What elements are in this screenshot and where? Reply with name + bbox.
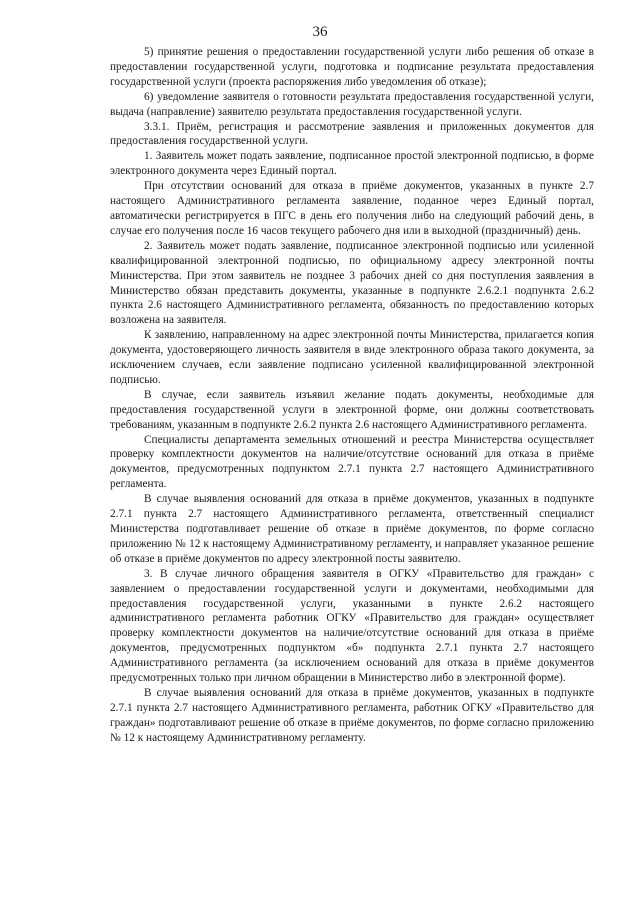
paragraph-clause-3: 3. В случае личного обращения заявителя в ОГКУ «Правительство для граждан» с заявлением о предоставлении государственной услуги и документами, необходимыми для предоставления государственной услуги, указанными в пункте 2.6.2 настоящего административного регламента работник ОГКУ «Правительство для граждан» осуществляет проверку комплектности документов на наличие/отсутствие оснований для отказа в приёме документов, предусмотренных подпунктом «б» подпункта 2.7.1 пункта 2.7 настоящего Административного регламента (за исключением оснований для отказа в приёме документов предусмотренных только при личном обращении в Министерство либо в электронной форме). bbox=[110, 567, 594, 685]
paragraph-refusal-ministry: В случае выявления оснований для отказа в приёме документов, указанных в подпункте 2.7.1 пункта 2.7 настоящего Административного регламента, ответственный специалист Министерства подготавливает решение об отказе в приёме документов, по форме согласно приложению № 12 к настоящему Административному регламенту, и направляет указанное решение об отказе в приёме документов по адресу электронной посты заявителю. bbox=[110, 493, 594, 565]
page-number: 36 bbox=[312, 24, 328, 40]
paragraph-section-3-3-1: 3.3.1. Приём, регистрация и рассмотрение заявления и приложенных документов для предоставления государственной услуги. bbox=[110, 120, 594, 148]
paragraph-email-attachment: К заявлению, направленному на адрес электронной почты Министерства, прилагается копия документа, удостоверяющего личность заявителя в виде электронного образа такого документа, за исключением случаев, если заявление подписано усиленной квалифицированной электронной подписью. bbox=[110, 329, 594, 386]
paragraph-registration: При отсутствии оснований для отказа в приёме документов, указанных в пункте 2.7 настоящего Административного регламента заявление, поданное через Единый портал, автоматически регистрируется в ПГС в день его получения либо на следующий рабочий день, в случае его получения после 16 часов текущего рабочего дня или в выходной (праздничный) день. bbox=[110, 180, 594, 237]
paragraph-clause-2: 2. Заявитель может подать заявление, подписанное электронной подписью или усиленной квалифицированной электронной подписью, по официальному адресу электронной почты Министерства. При этом заявитель не позднее 3 рабочих дней со дня поступления заявления в Министерство обязан представить документы, указанные в подпункте 2.6.2.1 подпункта 2.6.2 пункта 2.6 настоящего Административного регламента, обязанность по предоставлению которых возложена на заявителя. bbox=[110, 239, 594, 327]
paragraph-item-5: 5) принятие решения о предоставлении государственной услуги либо решения об отказе в предоставлении государственной услуги, подготовка и подписание результата предоставления государственной услуги (проекта распоряжения либо уведомления об отказе); bbox=[110, 46, 594, 88]
paragraph-clause-1: 1. Заявитель может подать заявление, подписанное простой электронной подписью, в форме электронного документа через Единый портал. bbox=[110, 150, 594, 178]
paragraph-electronic-requirements: В случае, если заявитель изъявил желание подать документы, необходимые для предоставления государственной услуги в электронной форме, они должны соответствовать требованиям, указанным в подпункте 2.6.2 пункта 2.6 настоящего Административного регламента. bbox=[110, 388, 594, 431]
paragraph-refusal-ogku: В случае выявления оснований для отказа в приёме документов, указанных в подпункте 2.7.1 пункта 2.7 настоящего Административного регламента, работник ОГКУ «Правительство для граждан» подготавливают решение об отказе в приёме документов, по форме согласно приложению № 12 к настоящему Административному регламенту. bbox=[110, 686, 594, 744]
document-body bbox=[110, 45, 594, 746]
paragraph-specialists-check: Специалисты департамента земельных отношений и реестра Министерства осуществляет проверку комплектности документов на наличие/отсутствие оснований для отказа в приёме документов, предусмотренных подпунктом 2.7.1 пункта 2.7 настоящего Административного регламента. bbox=[110, 433, 594, 491]
paragraph-item-6: 6) уведомление заявителя о готовности результата предоставления государственной услуги, выдача (направление) заявителю результата предоставления государственной услуги. bbox=[110, 90, 594, 118]
